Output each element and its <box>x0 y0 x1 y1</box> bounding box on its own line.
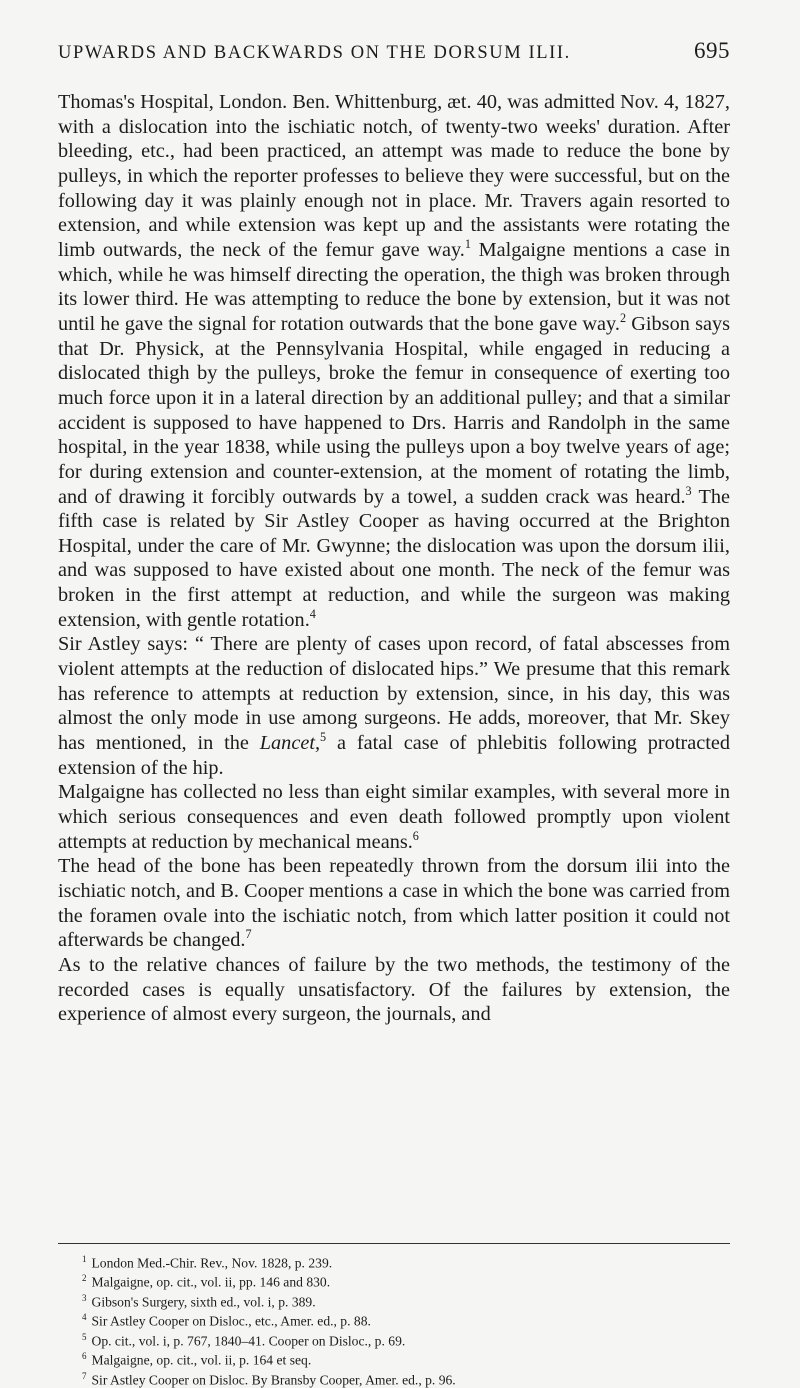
footnote-ref[interactable]: 1 <box>464 237 471 252</box>
footnote-item <box>58 1369 730 1388</box>
footnotes <box>58 1252 730 1388</box>
paragraph <box>58 780 730 854</box>
footnote-mark: 1 <box>82 1254 87 1264</box>
footnote-mark: 2 <box>82 1273 87 1284</box>
footnote-item <box>58 1330 730 1349</box>
text-run: Sir Astley says: “ There are plenty of cases upon record, of fatal abscesses from violent attempts at the reduction of dislocated hips.” We presume that this remark has reference to attempts at reduction by extension, since, in his day, this was almost the only mode in use among surgeons. He adds, moreover, that Mr. Skey has mentioned, in the <box>58 633 730 755</box>
footnote-ref[interactable]: 4 <box>309 607 316 622</box>
footnote-mark: 4 <box>82 1312 87 1323</box>
running-title: UPWARDS AND BACKWARDS ON THE DORSUM ILII. <box>58 43 571 63</box>
journal-title: Lancet, <box>259 732 321 755</box>
page-number: 695 <box>694 38 730 63</box>
paragraph <box>58 90 730 632</box>
footnote-item <box>58 1310 730 1329</box>
footnote-ref[interactable]: 3 <box>685 483 692 498</box>
text-run: Malgaigne has collected no less than eight similar examples, with several more in which serious consequences and even death followed promptly upon violent attempts at reduction by mechanical means. <box>58 781 730 853</box>
footnote-ref[interactable]: 6 <box>412 828 419 843</box>
paragraph <box>58 632 730 780</box>
footnote-item <box>58 1271 730 1290</box>
running-header <box>58 38 730 64</box>
text-run: As to the relative chances of failure by the two methods, the testimony of the recorded cases is equally unsatisfactory. Of the failures by extension, the experience of almost every surgeon, the journals, and <box>58 953 730 1026</box>
text-run: The head of the bone has been repeatedly thrown from the dorsum ilii into the ischiatic notch, and B. Cooper mentions a case in which the bone was carried from the foramen ovale into the ischiatic notch, from which latter position it could not afterwards be changed. <box>58 855 730 952</box>
text-run: The fifth case is related by Sir Astley Cooper as having occurred at the Brighton Hospital, under the care of Mr. Gwynne; the dislocation was upon the dorsum ilii, and was supposed to have existed about one month. The neck of the femur was broken in the first attempt at reduction, and while the surgeon was making extension, with gentle rotation. <box>58 485 730 631</box>
footnote-mark: 5 <box>82 1331 87 1342</box>
footnote-text: Malgaigne, op. cit., vol. ii, p. 164 et seq. <box>91 1352 312 1368</box>
footnote-mark: 7 <box>82 1370 87 1381</box>
footnote-text: Malgaigne, op. cit., vol. ii, pp. 146 and 830. <box>91 1274 331 1290</box>
footnote-text: Sir Astley Cooper on Disloc. By Bransby Cooper, Amer. ed., p. 96. <box>91 1372 456 1388</box>
footnote-text: London Med.-Chir. Rev., Nov. 1828, p. 239. <box>91 1255 333 1271</box>
footnote-divider <box>58 1243 730 1244</box>
text-run: Thomas's Hospital, London. Ben. Whittenburg, æt. 40, was admitted Nov. 4, 1827, with a dislocation into the ischiatic notch, of twenty-two weeks' duration. After bleeding, etc., had been practiced, an attempt was made to reduce the bone by pulleys, in which the reporter professes to believe they were successful, but on the following day it was plainly enough not in place. Mr. Travers again resorted to extension, and while extension was kept up and the assistants were rotating the limb outwards, the neck of the femur gave way. <box>58 91 730 261</box>
footnote-text: Op. cit., vol. i, p. 767, 1840–41. Cooper on Disloc., p. 69. <box>91 1333 406 1349</box>
text-run: a fatal case of phlebitis following protracted extension of the hip. <box>58 732 730 779</box>
footnote-ref[interactable]: 2 <box>619 311 627 326</box>
footnote-mark: 3 <box>82 1292 87 1303</box>
text-run: Gibson says that Dr. Physick, at the Pennsylvania Hospital, while engaged in reducing a dislocated thigh by the pulleys, broke the femur in consequence of exerting too much force upon it in a lateral direction by an additional pulley; and that a similar accident is supposed to have happened to Drs. Harris and Randolph in the same hospital, in the year 1838, while using the pulleys upon a boy twelve years of age; for during extension and counter-extension, at the moment of rotating the limb, and of drawing it forcibly outwards by a towel, a sudden crack was heard. <box>58 312 731 508</box>
footnote-ref[interactable]: 7 <box>245 927 252 942</box>
paragraph <box>58 953 730 1027</box>
footnote-ref[interactable]: 5 <box>320 730 327 745</box>
footnote-text: Sir Astley Cooper on Disloc., etc., Amer. ed., p. 88. <box>91 1313 371 1329</box>
footnote-item <box>58 1349 730 1368</box>
footnote-text: Gibson's Surgery, sixth ed., vol. i, p. 389. <box>91 1294 316 1310</box>
paragraph <box>58 854 730 953</box>
page <box>58 38 730 1027</box>
footnote-item <box>58 1291 730 1310</box>
body-text <box>58 90 730 1027</box>
footnote-mark: 6 <box>82 1351 87 1362</box>
text-run: Malgaigne mentions a case in which, while he was himself directing the operation, the thigh was broken through its lower third. He was attempting to reduce the bone by extension, but it was not until he gave the signal for rotation outwards that the bone gave way. <box>58 238 730 335</box>
footnote-item <box>58 1252 730 1271</box>
